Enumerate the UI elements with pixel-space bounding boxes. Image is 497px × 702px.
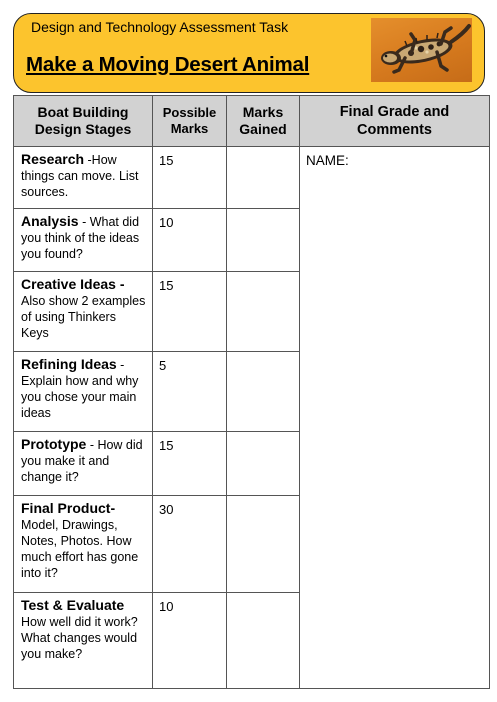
page-title: Make a Moving Desert Animal <box>26 53 310 76</box>
stage-description: Also show 2 examples of using Thinkers Keys <box>21 294 146 340</box>
name-label: NAME: <box>306 153 349 168</box>
stage-description: - How did you make it and change it? <box>21 438 143 484</box>
possible-marks-cell: 15 <box>153 272 227 352</box>
marks-gained-cell[interactable] <box>227 147 300 209</box>
possible-marks-cell: 5 <box>153 352 227 432</box>
header-banner <box>13 13 485 93</box>
stage-description: - Explain how and why you chose your main ideas <box>21 358 139 420</box>
stage-title: Research <box>21 151 85 167</box>
column-header-final-grade: Final Grade and Comments <box>300 96 490 147</box>
stage-title: Refining Ideas <box>21 356 117 372</box>
lizard-photo <box>371 18 472 82</box>
stage-description: Model, Drawings, Notes, Photos. How much effort has gone into it? <box>21 518 139 580</box>
possible-marks-cell: 15 <box>153 147 227 209</box>
possible-marks-cell: 10 <box>153 593 227 689</box>
final-grade-comments-cell[interactable] <box>300 147 490 689</box>
stage-cell <box>14 209 153 272</box>
possible-marks-cell: 30 <box>153 496 227 593</box>
stage-cell <box>14 147 153 209</box>
assessment-table <box>13 95 490 689</box>
possible-marks-cell: 15 <box>153 432 227 496</box>
stage-title: Creative Ideas - <box>21 276 125 292</box>
stage-title: Final Product- <box>21 500 116 516</box>
table-header-row <box>14 96 490 147</box>
lizard-icon <box>371 18 472 82</box>
stage-cell <box>14 272 153 352</box>
marks-gained-cell[interactable] <box>227 593 300 689</box>
stage-description: -How things can move. List sources. <box>21 153 139 199</box>
stage-cell <box>14 496 153 593</box>
stage-cell <box>14 593 153 689</box>
marks-gained-cell[interactable] <box>227 209 300 272</box>
stage-description: How well did it work? What changes would you make? <box>21 615 138 661</box>
marks-gained-cell[interactable] <box>227 432 300 496</box>
marks-gained-cell[interactable] <box>227 496 300 593</box>
stage-cell <box>14 352 153 432</box>
table-row <box>14 147 490 209</box>
stage-title: Prototype <box>21 436 87 452</box>
column-header-stages: Boat Building Design Stages <box>14 96 153 147</box>
marks-gained-cell[interactable] <box>227 352 300 432</box>
assessment-subtitle: Design and Technology Assessment Task <box>31 19 289 35</box>
column-header-possible-marks: Possible Marks <box>153 96 227 147</box>
possible-marks-cell: 10 <box>153 209 227 272</box>
stage-title: Analysis <box>21 213 79 229</box>
stage-title: Test & Evaluate <box>21 597 125 613</box>
marks-gained-cell[interactable] <box>227 272 300 352</box>
stage-description: - What did you think of the ideas you found? <box>21 215 140 261</box>
stage-cell <box>14 432 153 496</box>
column-header-marks-gained: Marks Gained <box>227 96 300 147</box>
